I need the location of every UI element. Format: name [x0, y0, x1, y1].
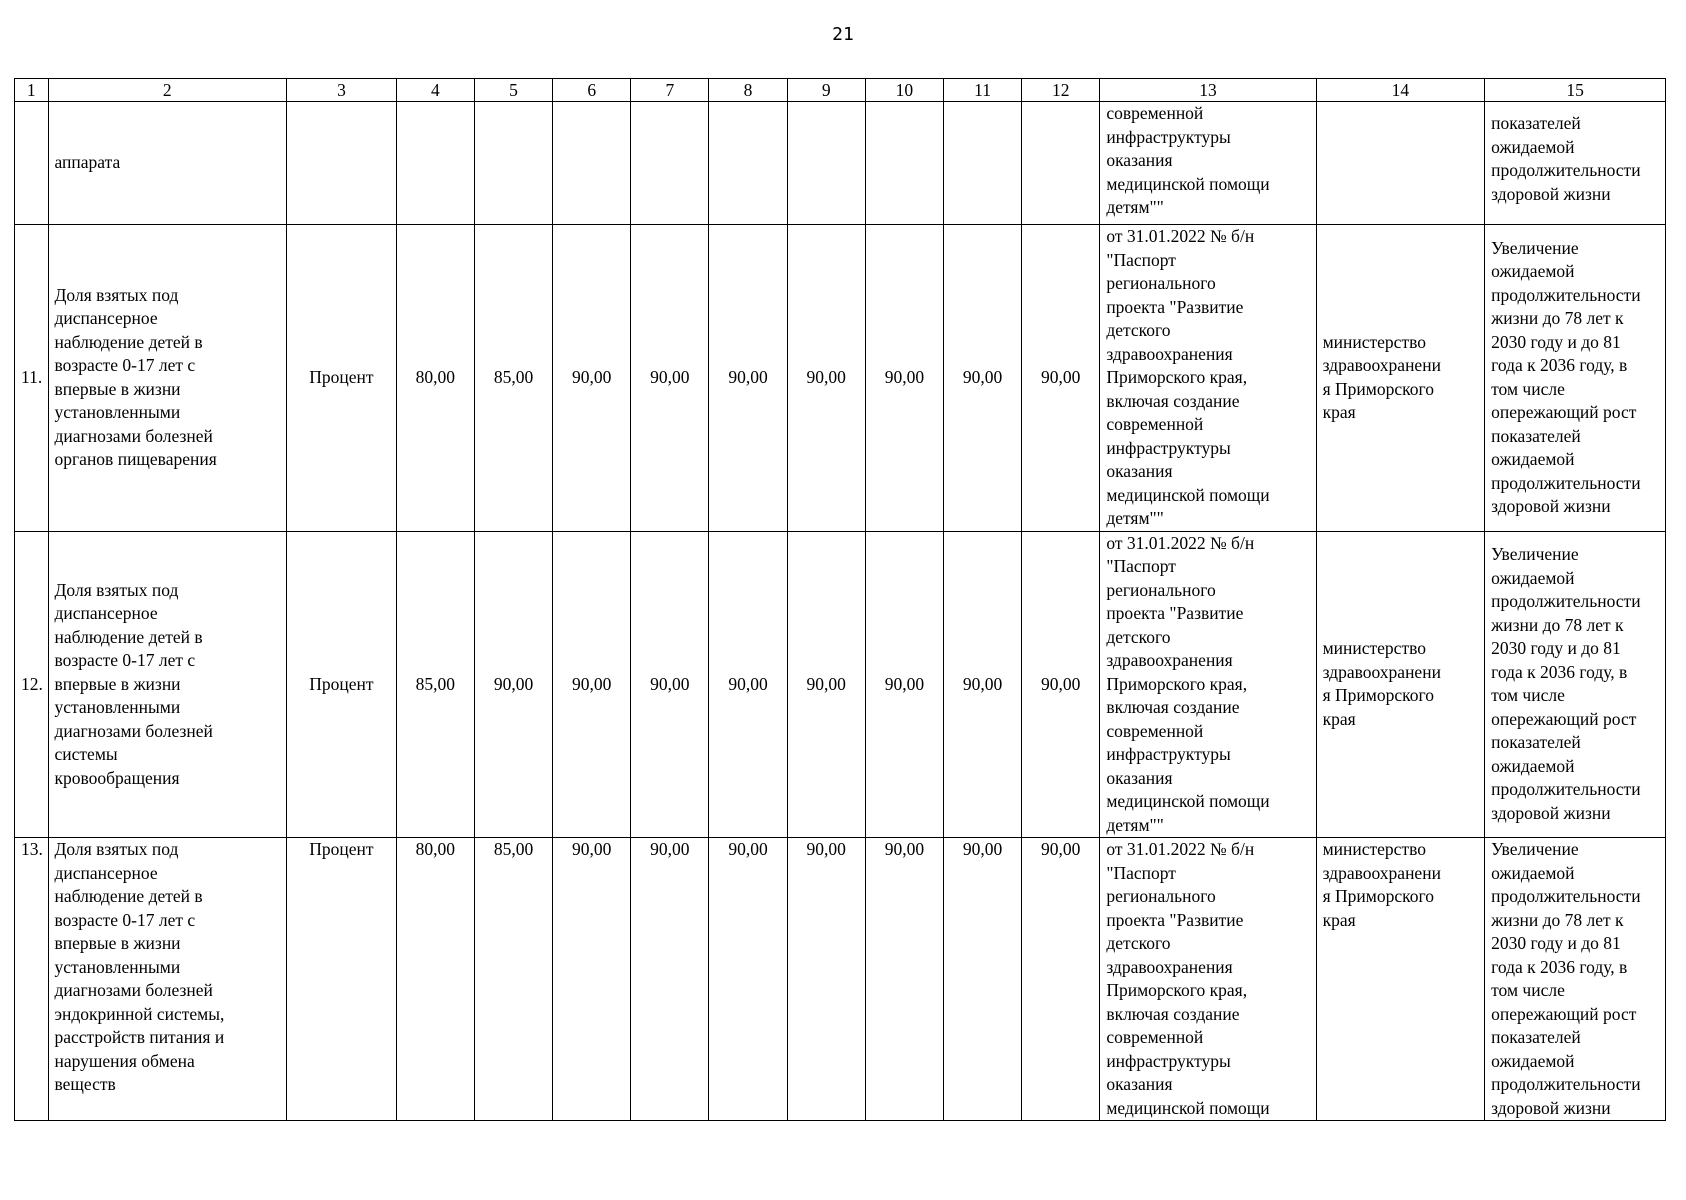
goal-link: Увеличение ожидаемой продолжительности жизни до 78 лет к 2030 году и до 81 года к 2036 году, в том числе опережающий рост показателей ожидаемой продолжительности здоровой жизни	[1485, 838, 1666, 1121]
value-cell	[709, 102, 787, 225]
column-number: 7	[631, 79, 709, 102]
value-cell: 90,00	[865, 225, 943, 532]
goal-link: показателей ожидаемой продолжительности здоровой жизни	[1485, 102, 1666, 225]
row-number: 12.	[15, 531, 49, 838]
document-basis: современной инфраструктуры оказания медицинской помощи детям""	[1100, 102, 1316, 225]
document-basis: от 31.01.2022 № б/н "Паспорт регионального проекта "Развитие детского здравоохранения Приморского края, включая создание современной инфраструктуры оказания медицинской помощи детям""	[1100, 225, 1316, 532]
column-number: 15	[1485, 79, 1666, 102]
value-cell: 90,00	[943, 225, 1021, 532]
column-number: 8	[709, 79, 787, 102]
responsible-body: министерство здравоохранени я Приморского края	[1316, 531, 1485, 838]
table-row	[15, 838, 1666, 1121]
value-cell: 90,00	[553, 838, 631, 1121]
indicator-name: аппарата	[48, 102, 287, 225]
responsible-body: министерство здравоохранени я Приморского края	[1316, 838, 1485, 1121]
unit-cell: Процент	[287, 225, 397, 532]
value-cell: 90,00	[787, 225, 865, 532]
value-cell: 85,00	[474, 225, 552, 532]
goal-link: Увеличение ожидаемой продолжительности жизни до 78 лет к 2030 году и до 81 года к 2036 году, в том числе опережающий рост показателей ожидаемой продолжительности здоровой жизни	[1485, 531, 1666, 838]
indicators-table	[14, 78, 1666, 1121]
value-cell: 90,00	[787, 531, 865, 838]
table-row	[15, 531, 1666, 838]
value-cell: 90,00	[631, 531, 709, 838]
value-cell: 90,00	[553, 531, 631, 838]
value-cell: 85,00	[396, 531, 474, 838]
column-number: 9	[787, 79, 865, 102]
value-cell: 90,00	[1022, 838, 1100, 1121]
document-basis: от 31.01.2022 № б/н "Паспорт регионального проекта "Развитие детского здравоохранения Приморского края, включая создание современной инфраструктуры оказания медицинской помощи	[1100, 838, 1316, 1121]
column-number: 6	[553, 79, 631, 102]
value-cell: 90,00	[474, 531, 552, 838]
indicator-name: Доля взятых под диспансерное наблюдение детей в возрасте 0-17 лет с впервые в жизни установленными диагнозами болезней органов пищеварения	[48, 225, 287, 532]
value-cell: 90,00	[709, 531, 787, 838]
value-cell	[865, 102, 943, 225]
value-cell: 90,00	[865, 531, 943, 838]
document-basis: от 31.01.2022 № б/н "Паспорт регионального проекта "Развитие детского здравоохранения Приморского края, включая создание современной инфраструктуры оказания медицинской помощи детям""	[1100, 531, 1316, 838]
value-cell	[631, 102, 709, 225]
value-cell	[943, 102, 1021, 225]
value-cell: 90,00	[787, 838, 865, 1121]
column-number: 4	[396, 79, 474, 102]
page-number: 21	[832, 24, 854, 45]
table-row	[15, 102, 1666, 225]
indicator-name: Доля взятых под диспансерное наблюдение детей в возрасте 0-17 лет с впервые в жизни установленными диагнозами болезней системы кровообращения	[48, 531, 287, 838]
value-cell: 90,00	[553, 225, 631, 532]
value-cell: 90,00	[1022, 531, 1100, 838]
value-cell	[553, 102, 631, 225]
column-number: 3	[287, 79, 397, 102]
column-number: 5	[474, 79, 552, 102]
value-cell: 85,00	[474, 838, 552, 1121]
row-number: 13.	[15, 838, 49, 1121]
value-cell	[787, 102, 865, 225]
unit-cell: Процент	[287, 838, 397, 1121]
column-number: 2	[48, 79, 287, 102]
value-cell: 90,00	[631, 838, 709, 1121]
value-cell: 90,00	[709, 838, 787, 1121]
column-number: 12	[1022, 79, 1100, 102]
value-cell: 90,00	[943, 531, 1021, 838]
table-row	[15, 225, 1666, 532]
row-number	[15, 102, 49, 225]
column-number: 1	[15, 79, 49, 102]
responsible-body: министерство здравоохранени я Приморского края	[1316, 225, 1485, 532]
responsible-body	[1316, 102, 1485, 225]
value-cell: 80,00	[396, 838, 474, 1121]
value-cell: 90,00	[709, 225, 787, 532]
value-cell	[474, 102, 552, 225]
goal-link: Увеличение ожидаемой продолжительности жизни до 78 лет к 2030 году и до 81 года к 2036 году, в том числе опережающий рост показателей ожидаемой продолжительности здоровой жизни	[1485, 225, 1666, 532]
unit-cell: Процент	[287, 531, 397, 838]
column-number: 14	[1316, 79, 1485, 102]
value-cell: 80,00	[396, 225, 474, 532]
column-number: 13	[1100, 79, 1316, 102]
value-cell: 90,00	[1022, 225, 1100, 532]
indicator-name: Доля взятых под диспансерное наблюдение детей в возрасте 0-17 лет с впервые в жизни установленными диагнозами болезней эндокринной системы, расстройств питания и нарушения обмена веществ	[48, 838, 287, 1121]
value-cell: 90,00	[865, 838, 943, 1121]
value-cell	[396, 102, 474, 225]
value-cell: 90,00	[943, 838, 1021, 1121]
column-number: 11	[943, 79, 1021, 102]
value-cell	[1022, 102, 1100, 225]
column-number: 10	[865, 79, 943, 102]
unit-cell	[287, 102, 397, 225]
row-number: 11.	[15, 225, 49, 532]
header-row	[15, 79, 1666, 102]
value-cell: 90,00	[631, 225, 709, 532]
